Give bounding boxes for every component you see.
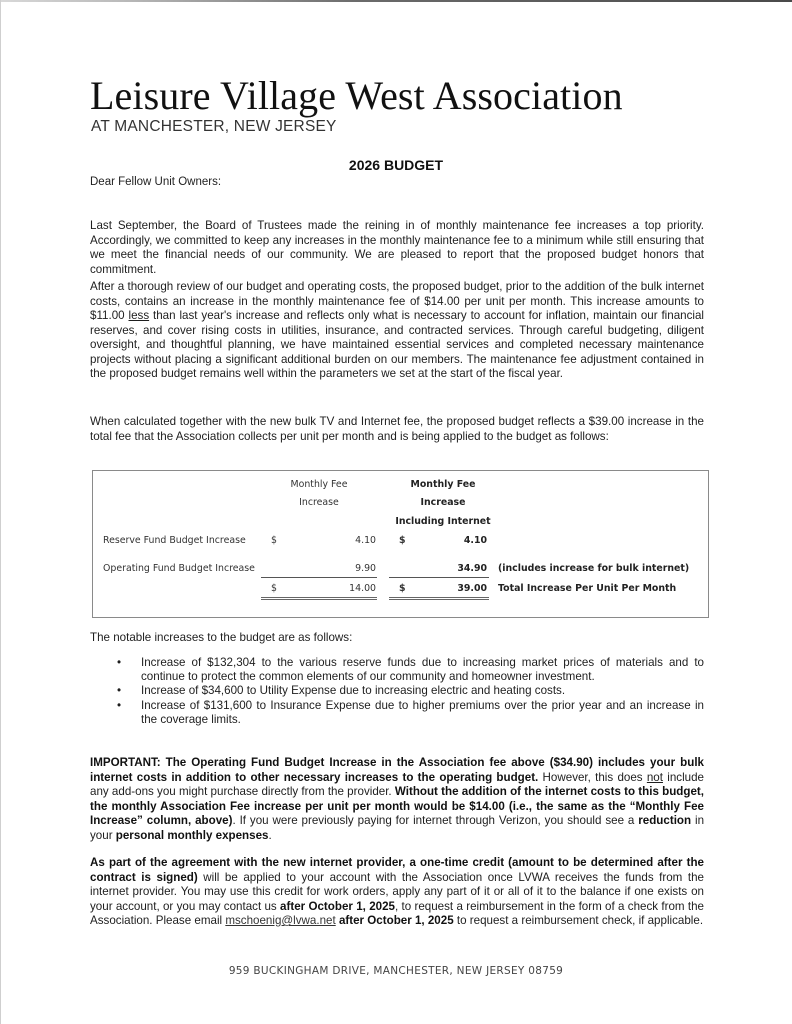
important-notice-paragraph [90, 756, 704, 843]
text-segment: in your [90, 814, 705, 842]
text-bold: personal monthly expenses [115, 828, 269, 842]
text-segment: . [268, 828, 272, 842]
subtotal-rule-col1 [261, 577, 377, 578]
text-bold: after October 1, 2025 [280, 899, 395, 913]
list-item [117, 656, 704, 684]
notable-increases-list [117, 656, 704, 727]
row-reserve-col1-currency: $ [271, 535, 277, 546]
organization-location: AT MANCHESTER, NEW JERSEY [91, 118, 337, 135]
row-operating-col1-value: 9.90 [355, 563, 376, 574]
col2-header-line1: Monthly Fee [410, 479, 476, 490]
text-segment: include any add-ons you might purchase directly from the provider. [90, 770, 704, 798]
text-bold: reduction [638, 814, 692, 827]
list-item [117, 684, 704, 698]
row-operating-note: (includes increase for bulk internet) [498, 563, 690, 574]
row-reserve-label: Reserve Fund Budget Increase [103, 535, 246, 546]
bullet-icon: • [117, 684, 122, 698]
email-link[interactable]: mschoenig@lvwa.net [225, 914, 336, 927]
underlined-not: not [646, 770, 663, 784]
intro-paragraph: Last September, the Board of Trustees made the reining in of monthly maintenance fee increases a top priority. Accordingly, we committed to keep any increases in the monthly maintenance fee to a minimum while still ensuring that we meet the financial needs of our community. We are pleased to report that the proposed budget honors that commitment. [90, 219, 704, 276]
footer-address: 959 BUCKINGHAM DRIVE, MANCHESTER, NEW JERSEY 08759 [228, 965, 564, 977]
row-operating-label: Operating Fund Budget Increase [103, 563, 255, 574]
text-bold: As part of the agreement with the new internet provider, a one-time credit (amount to be determined after the contract is signed) [90, 856, 704, 884]
total-double-rule-col2 [389, 597, 489, 600]
budget-table [92, 470, 709, 618]
notable-increases-intro: The notable increases to the budget are as follows: [90, 631, 353, 644]
list-item [117, 699, 704, 727]
text-bold: IMPORTANT: The Operating Fund Budget Increase in the Association fee above ($34.90) includes your bulk internet costs in addition to other necessary increases to the operating budget. [90, 756, 704, 784]
text-segment: , to request a reimbursement in the form of a check from the Association. Please email [90, 899, 704, 927]
list-item-text: Increase of $131,600 to Insurance Expense due to higher premiums over the prior year and an increase in the coverage limits. [141, 698, 704, 726]
total-col2-currency: $ [399, 583, 406, 594]
list-item-text: Increase of $132,304 to the various reserve funds due to increasing market prices of materials and to continue to protect the common elements of our community and homeowner investment. [141, 656, 704, 684]
list-item-text: Increase of $34,600 to Utility Expense due to increasing electric and heating costs. [141, 684, 566, 698]
row-reserve-col2-value: 4.10 [463, 535, 487, 546]
text-segment: to request a reimbursement check, if applicable. [453, 914, 704, 927]
total-fee-paragraph: When calculated together with the new bulk TV and Internet fee, the proposed budget reflects a $39.00 increase in the total fee that the Association collects per unit per month and is being applied to the budget as follows: [90, 415, 704, 443]
col2-header-line2: Increase [420, 497, 466, 508]
budget-review-paragraph [90, 280, 704, 382]
salutation: Dear Fellow Unit Owners: [90, 176, 222, 188]
text-segment: will be applied to your account with the Association once LVWA receives the funds from the internet provider. You may use this credit for work orders, apply any part of it or all of it to the balance if one exists on your account, or you may contact us [90, 870, 704, 913]
text-bold: after October 1, 2025 [338, 914, 454, 927]
credit-paragraph [90, 856, 704, 929]
total-double-rule-col1 [261, 597, 377, 600]
row-operating-col2-value: 34.90 [457, 563, 487, 574]
scan-edge-top [0, 0, 792, 2]
col1-header-line2: Increase [299, 497, 339, 508]
scan-edge-left [0, 0, 1, 1024]
text-bold: Without the addition of the internet costs to this budget, the monthly Association Fee increase per unit per month would be $14.00 (i.e., the same as the “Monthly Fee Increase” column, above) [90, 785, 704, 827]
row-reserve-col2-currency: $ [399, 535, 406, 546]
underlined-less: less [128, 309, 150, 322]
col1-header-line1: Monthly Fee [290, 479, 348, 490]
text-segment: After a thorough review of our budget and operating costs, the proposed budget, prior to the addition of the bulk internet costs, contains an increase in the monthly maintenance fee of $14.00 per unit per month. This increase amounts to $11.00 [90, 280, 704, 322]
total-col2-value: 39.00 [457, 583, 487, 594]
row-reserve-col1-value: 4.10 [355, 535, 376, 546]
text-segment: However, this does [538, 770, 647, 784]
col2-header-line3: Including Internet [395, 516, 491, 527]
total-note: Total Increase Per Unit Per Month [498, 583, 677, 594]
subtotal-rule-col2 [389, 577, 489, 578]
text-segment: than last year's increase and reflects only what is necessary to account for inflation, maintain our financial reserves, and cover rising costs in utilities, insurance, and contracted services. Through careful budgeting, diligent oversight, and thoughtful planning, we have maintained essential services and completed necessary maintenance projects without placing a significant additional burden on our members. The maintenance fee adjustment contained in the proposed budget remains well within the parameters we set at the start of the fiscal year. [90, 309, 704, 380]
bullet-icon: • [117, 698, 122, 712]
bullet-icon: • [117, 656, 122, 669]
organization-name: Leisure Village West Association [90, 73, 623, 118]
total-col1-currency: $ [271, 583, 277, 594]
text-segment: . If you were previously paying for internet through Verizon, you should see a [232, 814, 639, 827]
total-col1-value: 14.00 [349, 583, 376, 594]
document-title: 2026 BUDGET [348, 157, 444, 173]
